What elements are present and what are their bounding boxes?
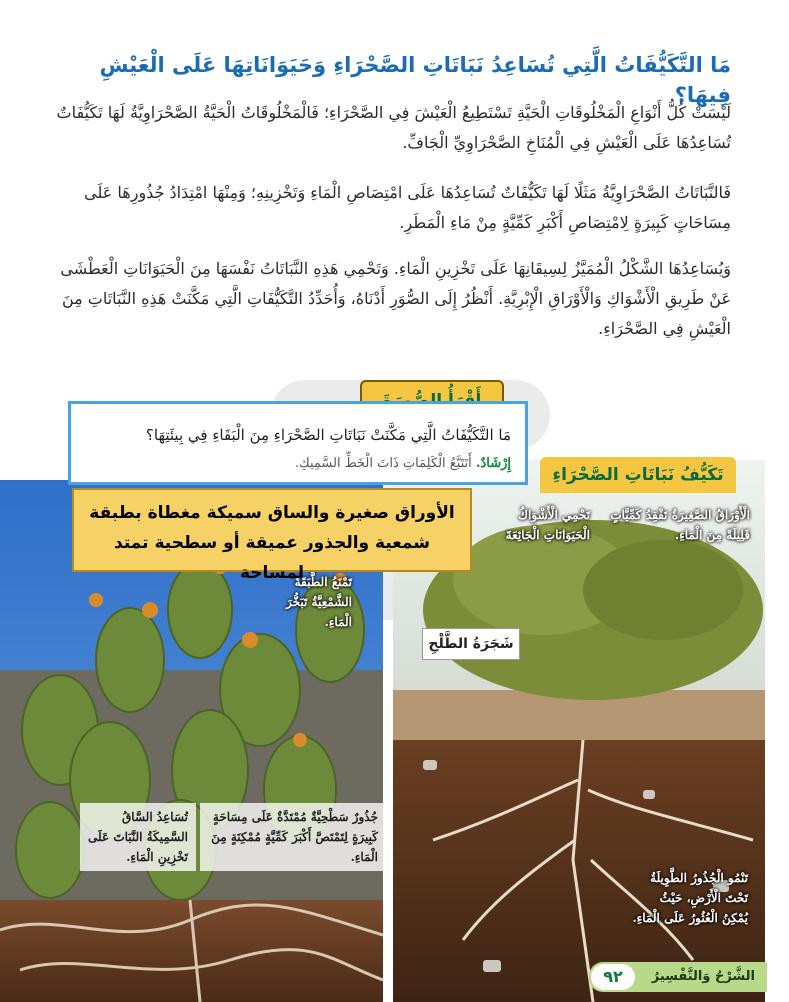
paragraph-intro: لَيْسَتْ كُلُّ أَنْوَاعِ الْمَخْلُوقَاتِ الْحَيَّةِ تَسْتَطِيعُ الْعَيْشَ فِي الصَّحْرَاءِ؛ فَالْمَخْلُوقَاتُ الْحَيَّةُ الصَّحْرَاوِيَّةُ لَهَا تَكَيُّفَاتٌ تُسَاعِدُهَا عَلَى الْعَيْشِ فِي الْمُنَاخِ الصَّحْرَاوِيِّ الْجَافِّ. — [56, 103, 731, 152]
hint-text: أَتَتَبَّعُ الْكَلِمَاتِ ذَاتَ الْخَطِّ السَّمِيكِ. — [294, 456, 472, 471]
caption-long-roots: تَنْمُو الْجُذُورُ الطَّوِيلَةُ تَحْتَ الْأَرْضِ، حَيْثُ يُمْكِنُ الْعُثُورُ عَلَى الْمَاءِ. — [632, 871, 748, 925]
tab-desert-adaptation: تَكَيُّفُ نَبَاتَاتِ الصَّحْرَاءِ — [540, 457, 736, 493]
answer-line-1: الأوراق صغيرة والساق سميكة مغطاة بطبقة — [89, 503, 455, 523]
hint-label: إِرْشَادٌ. — [475, 456, 511, 471]
caption-surface-roots: جُذُورٌ سَطْحِيَّةٌ مُمْتَدَّةٌ عَلَى مِسَاحَةٍ كَبِيرَةٍ لِتَمْتَصَّ أَكْبَرَ كَمِّيَّةٍ مُمْكِنَةٍ مِنَ الْمَاءِ. — [200, 803, 386, 871]
hint — [295, 456, 511, 471]
answer-line-2: شمعية والجذور عميقة أو سطحية تمتد لمساحة — [114, 533, 430, 583]
answer-overlay — [72, 488, 472, 583]
caption-wax-layer: تَمْنَعُ الطَّبَقَةُ الشَّمْعِيَّةُ تَبَخُّرَ الْمَاءِ. — [286, 575, 352, 629]
label-acacia-tree: شَجَرَةُ الطَّلْحِ — [422, 628, 520, 660]
caption-thick-stem: تُسَاعِدُ السَّاقُ السَّمِيكَةُ النَّبَاتَ عَلَى تَخْزِينِ الْمَاءِ. — [80, 803, 196, 871]
caption-small-leaves: الْأَوْرَاقُ الصَّغِيرَةُ تَفْقِدُ كَمِّيَّاتٍ قَلِيلَةً مِنَ الْمَاءِ. — [610, 508, 750, 542]
page-number: ٩٢ — [591, 964, 635, 990]
page-footer — [589, 962, 767, 992]
question-box — [68, 401, 528, 485]
question-text: مَا التَّكَيُّفَاتُ الَّتِي مَكَّنَتْ نَبَاتَاتِ الصَّحْرَاءِ مِنَ الْبَقَاءِ فِي بِيئَتِهَا؟ — [145, 426, 511, 444]
paragraph-stems: وَيُسَاعِدُهَا الشَّكْلُ الْمُمَيَّزُ لِسِيقَانِهَا عَلَى تَخْزِينِ الْمَاءِ. وَتَحْمِي هَذِهِ النَّبَاتَاتُ نَفْسَهَا مِنَ الْحَيَوَانَاتِ الْعَطْشَى عَنْ طَرِيقِ الْأَشْوَاكِ وَالْأَوْرَاقِ الْإِبْرِيَّةِ. أَنْظُرُ إِلَى الصُّوَرِ أَدْنَاهُ، وَأُحَدِّدُ التَّكَيُّفَاتِ الَّتِي مَكَّنَتْ هَذِهِ النَّبَاتَاتِ مِنَ الْعَيْشِ فِي الصَّحْرَاءِ. — [60, 259, 731, 338]
caption-thorns: تَحْمِي الْأَشْوَاكُ الْحَيَوَانَاتِ الْجَائِعَةَ — [505, 508, 590, 542]
footer-title: الشَّرْحُ وَالتَّفْسِيرُ — [651, 969, 755, 984]
section-heading: مَا التَّكَيُّفَاتُ الَّتِي تُسَاعِدُ نَبَاتَاتِ الصَّحْرَاءِ وَحَيَوَانَاتِهَا عَلَى الْعَيْشِ فِيهَا؟ — [99, 53, 731, 107]
paragraph-plants: فَالنَّبَاتَاتُ الصَّحْرَاوِيَّةُ مَثَلًا لَهَا تَكَيُّفَاتٌ تُسَاعِدُهَا عَلَى امْتِصَاصِ الْمَاءِ وَتَخْزِينِهِ؛ وَمِنْهَا امْتِدَادُ جُذُورِهَا عَلَى مِسَاحَاتٍ كَبِيرَةٍ لِامْتِصَاصِ أَكْبَرِ كَمِّيَّةٍ مِنْ مَاءِ الْمَطَرِ. — [84, 183, 731, 232]
